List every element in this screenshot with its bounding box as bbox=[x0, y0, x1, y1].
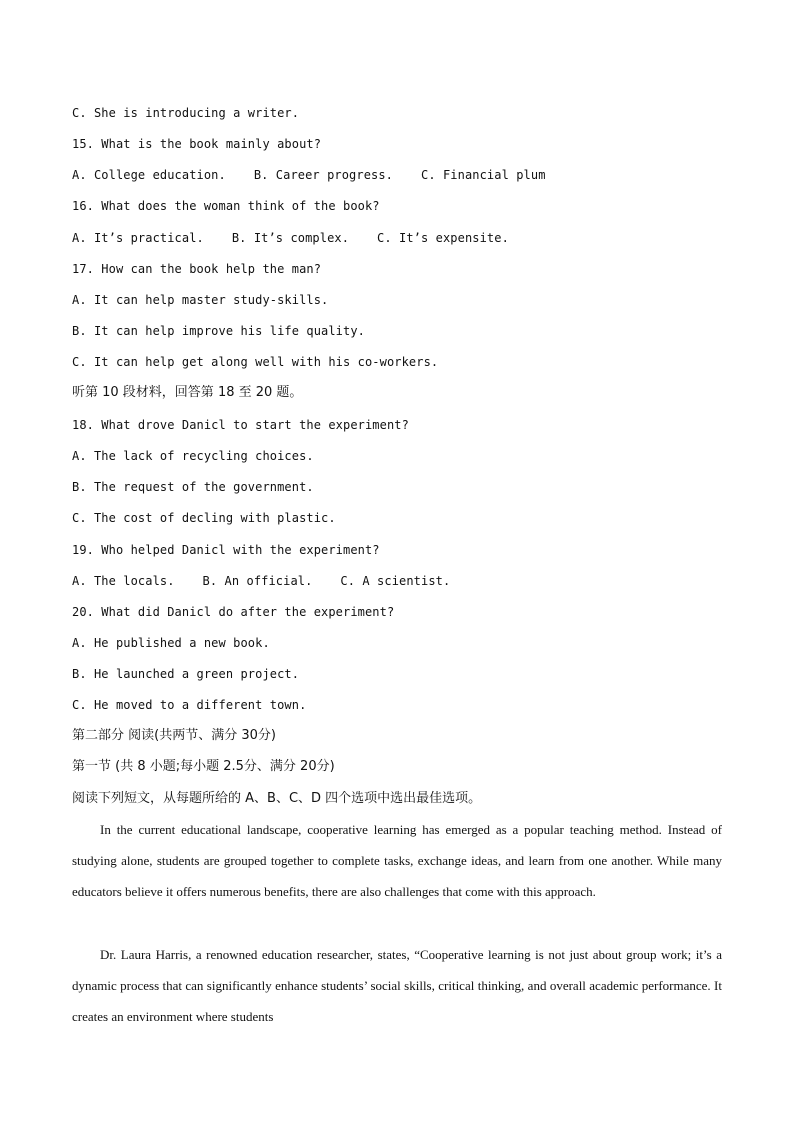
option-18c: C. The cost of decling with plastic. bbox=[72, 511, 336, 525]
option-19a: A. The locals. bbox=[72, 574, 175, 588]
part-two-heading: 第二部分 阅读(共两节、满分 30分) bbox=[72, 728, 276, 743]
option-15c: C. Financial plum bbox=[421, 168, 546, 182]
question-20: 20. What did Danicl do after the experiment? bbox=[72, 605, 395, 619]
question-17: 17. How can the book help the man? bbox=[72, 262, 322, 276]
option-17c: C. It can help get along well with his co-workers. bbox=[72, 355, 439, 369]
options-19 bbox=[72, 572, 724, 590]
passage-paragraph-2: Dr. Laura Harris, a renowned education researcher, states, “Cooperative learning is not just about group work; it’s a dynamic process that can significantly enhance students’ social skills, critical thinking, and overall academic performance. It creates an environment where students bbox=[72, 947, 722, 1025]
option-18a: A. The lack of recycling choices. bbox=[72, 449, 314, 463]
question-16: 16. What does the woman think of the book? bbox=[72, 199, 380, 213]
option-15a: A. College education. bbox=[72, 168, 226, 182]
option-16a: A. It’s practical. bbox=[72, 231, 204, 245]
option-16b: B. It’s complex. bbox=[231, 231, 350, 245]
option-15b: B. Career progress. bbox=[253, 168, 393, 182]
option-20a: A. He published a new book. bbox=[72, 636, 270, 650]
option-19b: B. An official. bbox=[202, 574, 313, 588]
question-19: 19. Who helped Danicl with the experiment? bbox=[72, 543, 380, 557]
options-16 bbox=[72, 229, 724, 247]
section-instruction-10: 听第 10 段材料，回答第 18 至 20 题。 bbox=[72, 385, 303, 400]
question-18: 18. What drove Danicl to start the experiment? bbox=[72, 418, 409, 432]
question-15: 15. What is the book mainly about? bbox=[72, 137, 322, 151]
option-20c: C. He moved to a different town. bbox=[72, 698, 307, 712]
options-15 bbox=[72, 166, 724, 184]
option-17b: B. It can help improve his life quality. bbox=[72, 324, 365, 338]
reading-instruction: 阅读下列短文，从每题所给的 A、B、C、D 四个选项中选出最佳选项。 bbox=[72, 791, 482, 806]
option-16c: C. It’s expensite. bbox=[377, 231, 509, 245]
option-14c: C. She is introducing a writer. bbox=[72, 106, 300, 120]
option-17a: A. It can help master study-skills. bbox=[72, 293, 329, 307]
option-18b: B. The request of the government. bbox=[72, 480, 314, 494]
option-20b: B. He launched a green project. bbox=[72, 667, 300, 681]
passage-paragraph-1: In the current educational landscape, cooperative learning has emerged as a popular teaching method. Instead of studying alone, students are grouped together to complete tasks, exchange ideas, and learn from one another. While many educators believe it offers numerous benefits, there are also challenges that come with this approach. bbox=[72, 822, 722, 900]
option-19c: C. A scientist. bbox=[340, 574, 451, 588]
section-one-heading: 第一节 (共 8 小题;每小题 2.5分、满分 20分) bbox=[72, 759, 335, 774]
